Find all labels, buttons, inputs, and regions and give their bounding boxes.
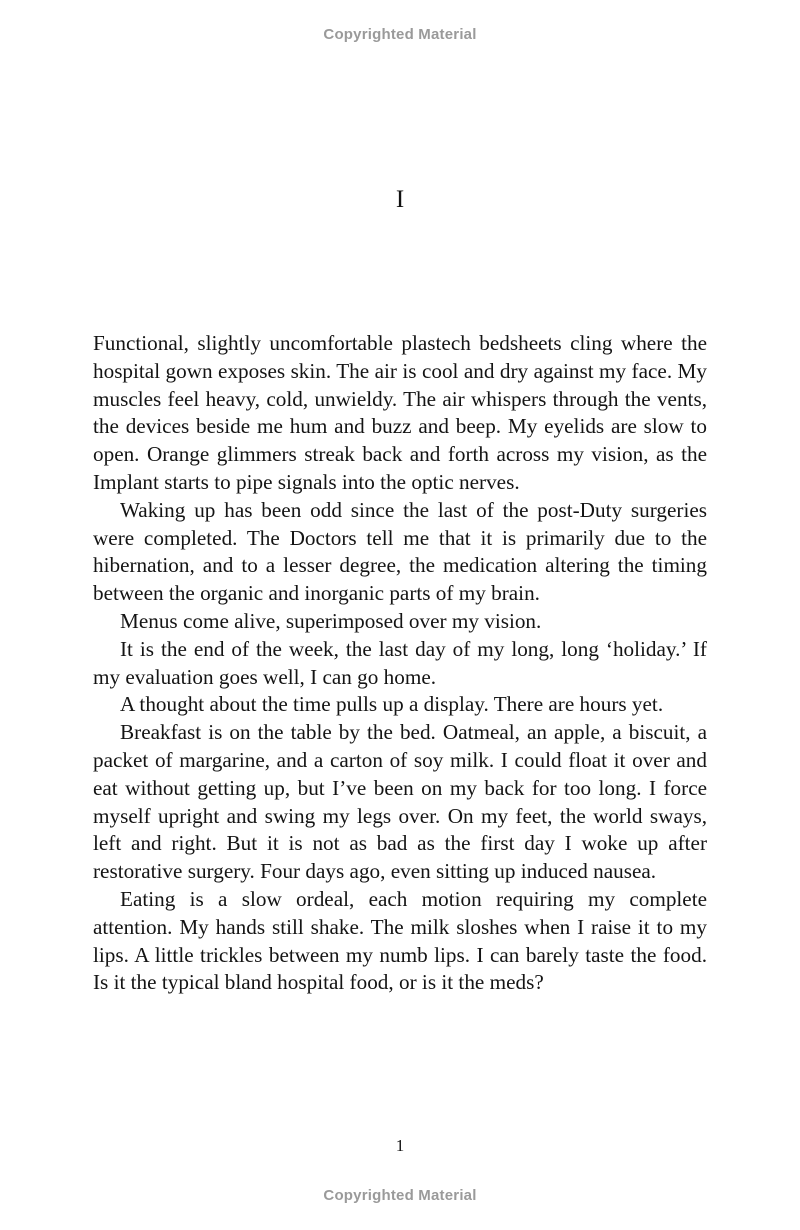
paragraph: Eating is a slow ordeal, each motion requiring my complete attention. My hands still shake. The milk sloshes when I raise it to my lips. A little trickles between my numb lips. I can barely taste the food. Is it the typical bland hospital food, or is it the meds? — [93, 886, 707, 995]
copyright-watermark-top: Copyrighted Material — [323, 26, 477, 43]
page-number: 1 — [395, 1136, 405, 1155]
chapter-body — [93, 330, 707, 997]
copyright-watermark-bottom: Copyrighted Material — [323, 1187, 477, 1204]
paragraph: Functional, slightly uncomfortable plastech bedsheets cling where the hospital gown exposes skin. The air is cool and dry against my face. My muscles feel heavy, cold, unwieldy. The air whispers through the vents, the devices beside me hum and buzz and beep. My eyelids are slow to open. Orange glimmers streak back and forth across my vision, as the Implant starts to pipe signals into the optic nerves. — [93, 331, 707, 494]
paragraph: A thought about the time pulls up a display. There are hours yet. — [120, 692, 664, 717]
chapter-heading: I — [395, 186, 405, 213]
paragraph: Menus come alive, superimposed over my vision. — [120, 608, 542, 633]
paragraph: Waking up has been odd since the last of the post-Duty surgeries were completed. The Doctors tell me that it is primarily due to the hibernation, and to a lesser degree, the medication altering the timing between the organic and inorganic parts of my brain. — [93, 497, 707, 606]
paragraph: It is the end of the week, the last day of my long, long ‘holiday.’ If my evaluation goes well, I can go home. — [93, 636, 707, 689]
paragraph: Breakfast is on the table by the bed. Oatmeal, an apple, a biscuit, a packet of margarine, and a carton of soy milk. I could float it over and eat without getting up, but I’ve been on my back for too long. I force myself upright and swing my legs over. On my feet, the world sways, left and right. But it is not as bad as the first day I woke up after restorative surgery. Four days ago, even sitting up induced nausea. — [93, 720, 707, 884]
